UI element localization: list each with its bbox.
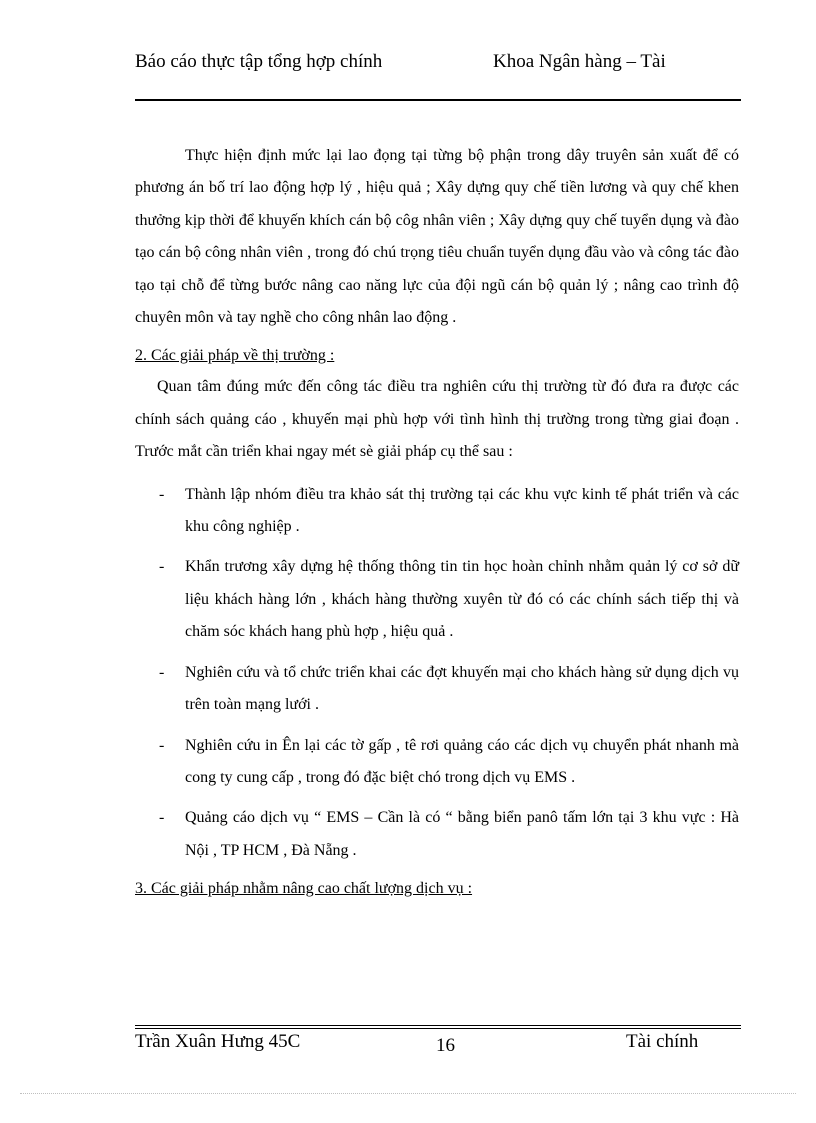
list-item: [135, 802, 739, 867]
page-edge-dotted-line: [20, 1093, 796, 1094]
footer-author: Trần Xuân Hưng 45C: [135, 1031, 301, 1052]
list-item: [135, 657, 739, 722]
section-2-heading: 2. Các giải pháp về thị trường :: [135, 347, 335, 365]
list-item-text: Quảng cáo dịch vụ “ EMS – Cần là có “ bằng biển panô tấm lớn tại 3 khu vực : Hà Nội , TP HCM , Đà Nẵng .: [185, 809, 739, 859]
intro-paragraph: Thực hiện định mức lại lao đọng tại từng bộ phận trong dây truyên sản xuất để có phương án bố trí lao động hợp lý , hiệu quả ; Xây dựng quy chế tiền lương và quy chế khen thưởng kịp thời để khuyến khích cán bộ côg nhân viên ; Xây dựng quy chế tuyển dụng và đào tạo cán bộ công nhân viên , trong đó chú trọng tiêu chuẩn tuyển dụng đầu vào và công tác đào tạo tại chỗ để từng bước nâng cao năng lực của đội ngũ cán bộ quản lý ; nâng cao trình độ chuyên môn và tay nghề cho công nhân lao động .: [135, 147, 739, 327]
header-divider: [135, 99, 741, 101]
bullet-dash: -: [159, 558, 165, 576]
list-item-text: Nghiên cứu in Ên lại các tờ gấp , tê rơi quảng cáo các dịch vụ chuyển phát nhanh mà cong ty cung cấp , trong đó đặc biệt chó trong dịch vụ EMS .: [185, 736, 739, 786]
list-item-text: Thành lập nhóm điều tra khảo sát thị trường tại các khu vực kinh tế phát triển và các khu công nghiệp .: [185, 485, 739, 536]
header-faculty: Khoa Ngân hàng – Tài: [493, 51, 666, 72]
list-item: [135, 551, 739, 648]
header-report-title: Báo cáo thực tập tổng hợp chính: [135, 51, 383, 72]
list-item: [135, 730, 739, 795]
footer-divider-bottom: [135, 1028, 741, 1029]
bullet-dash: -: [159, 736, 165, 754]
bullet-dash: -: [159, 663, 165, 681]
page-number: 16: [436, 1035, 455, 1056]
footer-department: Tài chính: [626, 1031, 699, 1052]
page-header: [135, 50, 741, 100]
list-item: [135, 479, 739, 544]
list-item-text: Khẩn trương xây dựng hệ thống thông tin tin học hoàn chỉnh nhằm quản lý cơ sở dữ liệu khách hàng lớn , khách hàng thường xuyên từ đó có các chính sách tiếp thị và chăm sóc khách hang phù hợp , hiệu quả .: [185, 558, 739, 641]
bullet-dash: -: [159, 485, 165, 503]
bullet-dash: -: [159, 809, 165, 827]
section-3-heading: 3. Các giải pháp nhằm nâng cao chất lượng dịch vụ :: [135, 880, 473, 898]
list-item-text: Nghiên cứu và tổ chức triển khai các đợt khuyến mại cho khách hàng sử dụng dịch vụ trên toàn mạng lưới .: [185, 663, 739, 714]
solution-list: [135, 479, 739, 867]
footer-divider-top: [135, 1025, 741, 1026]
page-body: [135, 140, 739, 901]
section-2-paragraph: Quan tâm đúng mức đến công tác điều tra nghiên cứu thị trường từ đó đưa ra được các chính sách quảng cáo , khuyến mại phù hợp với tình hình thị trường trong từng giai đoạn . Trước mắt cần triển khai ngay mét sè giải pháp cụ thể sau :: [135, 378, 739, 461]
